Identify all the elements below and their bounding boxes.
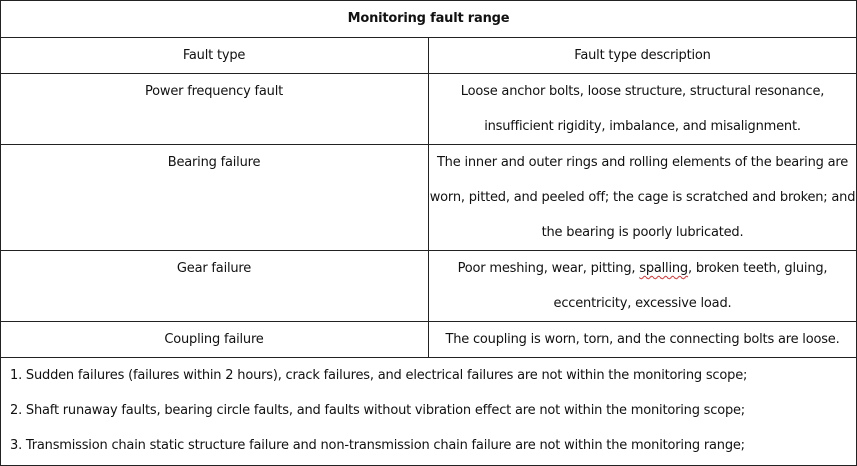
fault-type-gear: Gear failure <box>176 261 252 276</box>
fault-description-bearing: The inner and outer rings and rolling elements of the bearing are worn, pitted, and peeled off; the cage is scratched and broken; and the bearing is poorly lubricated. <box>429 155 856 240</box>
note-2: 2. Shaft runaway faults, bearing circle faults, and faults without vibration effect are not within the monitoring scope; <box>10 403 745 418</box>
note-3: 3. Transmission chain static structure failure and non-transmission chain failure are not within the monitoring range; <box>10 438 745 453</box>
header-fault-type: Fault type <box>182 48 246 63</box>
fault-type-coupling: Coupling failure <box>164 332 264 347</box>
spellcheck-marked-word: spalling <box>639 261 688 276</box>
table-title: Monitoring fault range <box>347 11 510 26</box>
note-1: 1. Sudden failures (failures within 2 hours), crack failures, and electrical failures are not within the monitoring scope; <box>10 368 748 383</box>
fault-description-gear: Poor meshing, wear, pitting, spalling, broken teeth, gluing, eccentricity, excessive load. <box>429 251 856 321</box>
fault-type-power-frequency: Power frequency fault <box>144 84 284 99</box>
fault-type-bearing: Bearing failure <box>167 155 261 170</box>
fault-description-gear-line: Poor meshing, wear, pitting, spalling, broken teeth, gluing, <box>457 261 828 276</box>
fault-description-power-frequency: Loose anchor bolts, loose structure, structural resonance, insufficient rigidity, imbalance, and misalignment. <box>460 84 825 134</box>
header-fault-description: Fault type description <box>574 48 711 63</box>
fault-description-coupling: The coupling is worn, torn, and the connecting bolts are loose. <box>445 332 840 347</box>
row-divider <box>0 357 857 358</box>
